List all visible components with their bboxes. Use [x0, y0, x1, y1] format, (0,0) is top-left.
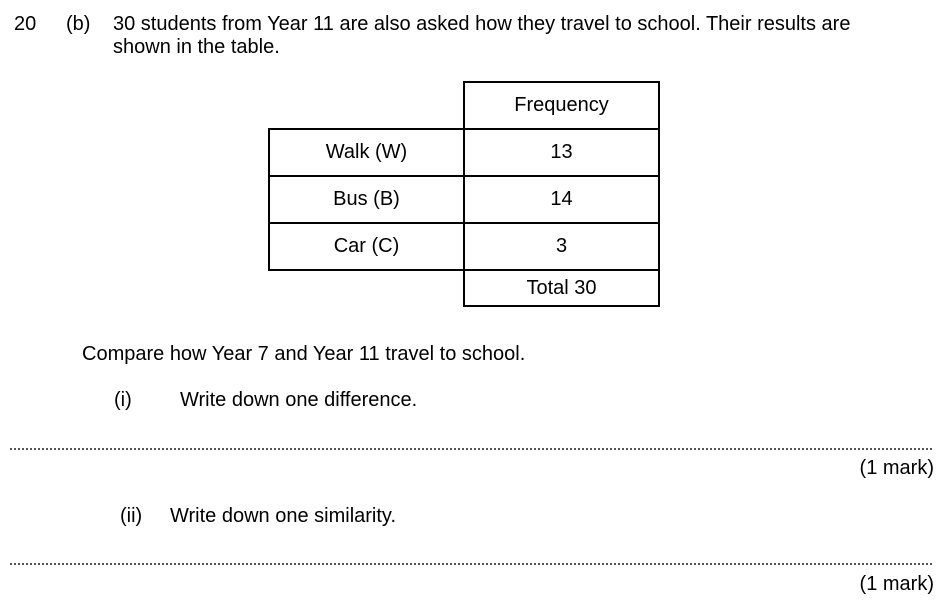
table-total: Total 30	[463, 269, 660, 307]
part-ii-label: (ii)	[120, 505, 143, 527]
table-row-value-bus: 14	[463, 175, 660, 224]
table-row-value-walk: 13	[463, 128, 660, 177]
part-i-label: (i)	[114, 389, 132, 411]
table-row-label-walk: Walk (W)	[268, 128, 465, 177]
question-text-line2: shown in the table.	[113, 36, 280, 58]
question-text-line1: 30 students from Year 11 are also asked how they travel to school. Their results are	[113, 13, 851, 35]
compare-prompt: Compare how Year 7 and Year 11 travel to school.	[82, 343, 526, 365]
answer-line-ii[interactable]	[10, 563, 932, 565]
question-part: (b)	[66, 13, 91, 35]
part-ii-mark: (1 mark)	[859, 573, 934, 595]
part-i-mark: (1 mark)	[859, 457, 934, 479]
table-row-label-bus: Bus (B)	[268, 175, 465, 224]
table-row-value-car: 3	[463, 222, 660, 271]
table-header-frequency: Frequency	[463, 81, 660, 130]
table-row-label-car: Car (C)	[268, 222, 465, 271]
part-ii-text: Write down one similarity.	[170, 505, 396, 527]
question-number: 20	[14, 13, 37, 35]
answer-line-i[interactable]	[10, 448, 932, 450]
part-i-text: Write down one difference.	[180, 389, 418, 411]
